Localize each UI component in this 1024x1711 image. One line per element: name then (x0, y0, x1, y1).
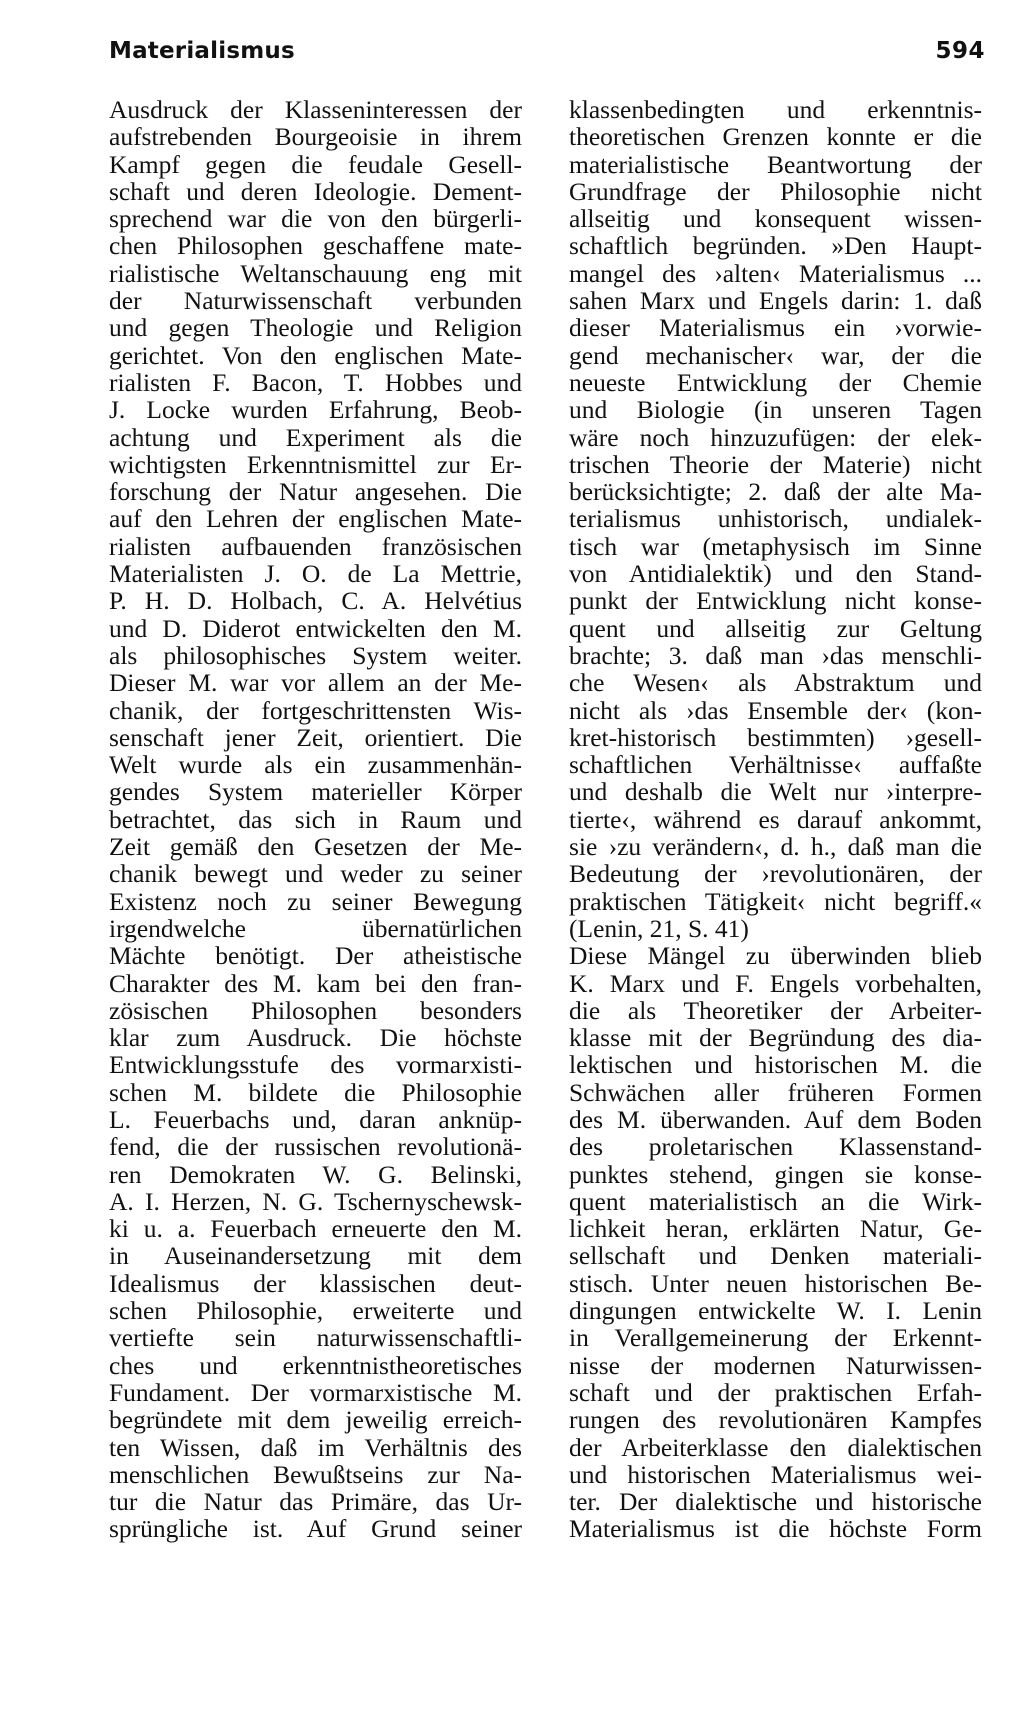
text-line: Ausdruck der Klasseninteressen der (109, 95, 522, 124)
text-line: klassenbedingten und erkenntnis- (569, 95, 982, 124)
page-number: 594 (935, 38, 985, 64)
text-line: materialistische Beantwortung der (569, 149, 982, 179)
text-line: ches und erkenntnistheoretisches (109, 1350, 522, 1380)
text-line: die als Theoretiker der Arbeiter- (569, 995, 982, 1025)
text-line: dieser Materialismus ein ›vorwie- (569, 313, 982, 343)
text-line: Existenz noch zu seiner Bewegung (109, 886, 522, 916)
text-line: als philosophisches System weiter. (109, 640, 522, 670)
text-line: trischen Theorie der Materie) nicht (569, 449, 982, 479)
text-line: rialisten F. Bacon, T. Hobbes und (109, 367, 522, 397)
text-line: fend, die der russischen revolutionä- (109, 1132, 522, 1162)
text-line: Kampf gegen die feudale Gesell- (109, 149, 522, 179)
text-line: chen Philosophen geschaffene mate- (109, 231, 522, 261)
text-line: dingungen entwickelte W. I. Lenin (569, 1296, 982, 1326)
text-line: Fundament. Der vormarxistische M. (109, 1377, 522, 1407)
text-line: sprüngliche ist. Auf Grund seiner (109, 1514, 522, 1544)
text-line: in Verallgemeinerung der Erkennt- (569, 1323, 982, 1353)
text-line: irgendwelche übernatürlichen (109, 913, 522, 943)
right-text-column (569, 96, 982, 1543)
left-text-column (109, 96, 522, 1543)
text-line: brachte; 3. daß man ›das menschli- (569, 640, 982, 670)
text-line: ki u. a. Feuerbach erneuerte den M. (109, 1214, 522, 1244)
text-line: allseitig und konsequent wissen- (569, 204, 982, 234)
text-line: und Biologie (in unseren Tagen (569, 395, 982, 425)
text-line: ter. Der dialektische und historische (569, 1487, 982, 1517)
text-line: schaft und deren Ideologie. Dement- (109, 176, 522, 206)
text-line: Charakter des M. kam bei den fran- (109, 968, 522, 998)
text-line: Dieser M. war vor allem an der Me- (109, 668, 522, 698)
text-line: Materialismus ist die höchste Form (569, 1514, 982, 1544)
text-line: punkt der Entwicklung nicht konse- (569, 586, 982, 616)
text-line: aufstrebenden Bourgeoisie in ihrem (109, 122, 522, 152)
text-line: und gegen Theologie und Religion (109, 313, 522, 343)
text-line: der Naturwissenschaft verbunden (109, 286, 522, 316)
text-line: ren Demokraten W. G. Belinski, (109, 1159, 522, 1189)
text-line: gendes System materieller Körper (109, 777, 522, 807)
text-line: schaftlichen Verhältnisse‹ auffaßte (569, 750, 982, 780)
text-line: sprechend war die von den bürgerli- (109, 204, 522, 234)
text-line: vertiefte sein naturwissenschaftli- (109, 1323, 522, 1353)
text-line: des proletarischen Klassenstand- (569, 1132, 982, 1162)
text-line: punktes stehend, gingen sie konse- (569, 1159, 982, 1189)
text-line: Idealismus der klassischen deut- (109, 1268, 522, 1298)
text-line: mangel des ›alten‹ Materialismus ... (569, 258, 982, 288)
text-line: sellschaft und Denken materiali- (569, 1241, 982, 1271)
text-line: Schwächen aller früheren Formen (569, 1077, 982, 1107)
text-line: schaftlich begründen. »Den Haupt- (569, 231, 982, 261)
text-line: und historischen Materialismus wei- (569, 1459, 982, 1489)
text-line: rungen des revolutionären Kampfes (569, 1405, 982, 1435)
text-line: L. Feuerbachs und, daran anknüp- (109, 1104, 522, 1134)
text-line: sie ›zu verändern‹, d. h., daß man die (569, 832, 982, 862)
text-line: gend mechanischer‹ war, der die (569, 340, 982, 370)
text-line: und D. Diderot entwickelten den M. (109, 613, 522, 643)
text-line: che Wesen‹ als Abstraktum und (569, 668, 982, 698)
text-line: menschlichen Bewußtseins zur Na- (109, 1459, 522, 1489)
text-line: lektischen und historischen M. die (569, 1050, 982, 1080)
text-line: quent und allseitig zur Geltung (569, 613, 982, 643)
text-line: Entwicklungsstufe des vormarxisti- (109, 1050, 522, 1080)
text-line: J. Locke wurden Erfahrung, Beob- (109, 395, 522, 425)
text-line: tierte‹, während es darauf ankommt, (569, 804, 982, 834)
text-line: klar zum Ausdruck. Die höchste (109, 1023, 522, 1053)
text-line: gerichtet. Von den englischen Mate- (109, 340, 522, 370)
text-line: senschaft jener Zeit, orientiert. Die (109, 722, 522, 752)
text-line: begründete mit dem jeweilig erreich- (109, 1405, 522, 1435)
text-line: wichtigsten Erkenntnismittel zur Er- (109, 449, 522, 479)
text-line: ten Wissen, daß im Verhältnis des (109, 1432, 522, 1462)
text-line: nisse der modernen Naturwissen- (569, 1350, 982, 1380)
text-line: betrachtet, das sich in Raum und (109, 804, 522, 834)
text-line: rialistische Weltanschauung eng mit (109, 258, 522, 288)
text-line: des M. überwanden. Auf dem Boden (569, 1104, 982, 1134)
text-line: rialisten aufbauenden französischen (109, 531, 522, 561)
text-line: stisch. Unter neuen historischen Be- (569, 1268, 982, 1298)
text-line: Bedeutung der ›revolutionären, der (569, 859, 982, 889)
text-line: chanik, der fortgeschrittensten Wis- (109, 695, 522, 725)
text-line: schen Philosophie, erweiterte und (109, 1296, 522, 1326)
text-line: kret-historisch bestimmten) ›gesell- (569, 722, 982, 752)
text-line: zösischen Philosophen besonders (109, 995, 522, 1025)
text-line: von Antidialektik) und den Stand- (569, 559, 982, 589)
text-line: Welt wurde als ein zusammenhän- (109, 750, 522, 780)
text-line: tisch war (metaphysisch im Sinne (569, 531, 982, 561)
text-line: und deshalb die Welt nur ›interpre- (569, 777, 982, 807)
text-line: theoretischen Grenzen konnte er die (569, 122, 982, 152)
text-line: chanik bewegt und weder zu seiner (109, 859, 522, 889)
text-line: Grundfrage der Philosophie nicht (569, 176, 982, 206)
text-line: schen M. bildete die Philosophie (109, 1077, 522, 1107)
text-line: Materialisten J. O. de La Mettrie, (109, 559, 522, 589)
text-line: klasse mit der Begründung des dia- (569, 1023, 982, 1053)
text-line: (Lenin, 21, S. 41) (569, 913, 749, 943)
text-line: sahen Marx und Engels darin: 1. daß (569, 286, 982, 316)
text-line: P. H. D. Holbach, C. A. Helvétius (109, 586, 522, 616)
text-line: Zeit gemäß den Gesetzen der Me- (109, 832, 522, 862)
text-line: forschung der Natur angesehen. Die (109, 477, 522, 507)
text-line: tur die Natur das Primäre, das Ur- (109, 1487, 522, 1517)
text-line: Diese Mängel zu überwinden blieb (569, 941, 982, 971)
text-line: Mächte benötigt. Der atheistische (109, 941, 522, 971)
text-line: berücksichtigte; 2. daß der alte Ma- (569, 477, 982, 507)
text-line: A. I. Herzen, N. G. Tschernyschewsk- (109, 1186, 522, 1216)
text-line: K. Marx und F. Engels vorbehalten, (569, 968, 982, 998)
text-line: neueste Entwicklung der Chemie (569, 367, 982, 397)
text-line: wäre noch hinzuzufügen: der elek- (569, 422, 982, 452)
text-line: in Auseinandersetzung mit dem (109, 1241, 522, 1271)
running-head (109, 38, 985, 78)
text-line: quent materialistisch an die Wirk- (569, 1186, 982, 1216)
text-line: terialismus unhistorisch, undialek- (569, 504, 982, 534)
running-head-title: Materialismus (109, 38, 295, 64)
text-line: der Arbeiterklasse den dialektischen (569, 1432, 982, 1462)
text-line: nicht als ›das Ensemble der‹ (kon- (569, 695, 982, 725)
text-line: lichkeit heran, erklärten Natur, Ge- (569, 1214, 982, 1244)
text-line: praktischen Tätigkeit‹ nicht begriff.« (569, 886, 982, 916)
text-line: schaft und der praktischen Erfah- (569, 1377, 982, 1407)
text-line: achtung und Experiment als die (109, 422, 522, 452)
text-line: auf den Lehren der englischen Mate- (109, 504, 522, 534)
